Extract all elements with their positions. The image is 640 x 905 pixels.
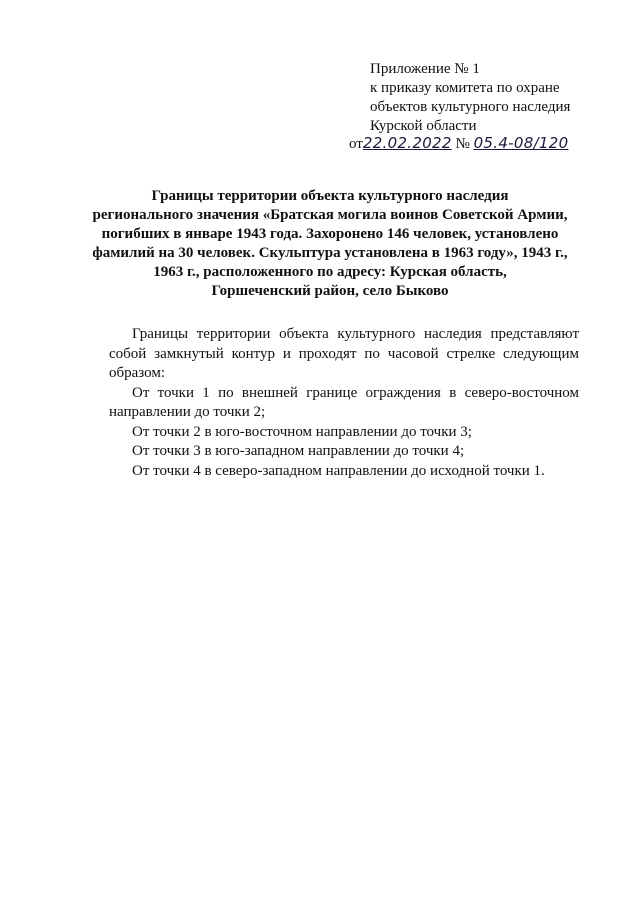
appendix-order-reference: к приказу комитета по охране bbox=[370, 80, 560, 96]
title-line-5: 1963 г., расположенного по адресу: Курская область, bbox=[153, 264, 507, 280]
appendix-number: Приложение № 1 bbox=[370, 61, 480, 77]
document-title bbox=[80, 187, 580, 301]
point-1-paragraph: От точки 1 по внешней границе ограждения в северо-восточном направлении до точки 2; bbox=[109, 384, 579, 420]
point-2-paragraph: От точки 2 в юго-восточном направлении до точки 3; bbox=[132, 423, 472, 440]
title-line-6: Горшеченский район, село Быково bbox=[211, 283, 449, 299]
order-date-line bbox=[349, 134, 629, 154]
title-line-1: Границы территории объекта культурного наследия bbox=[151, 188, 509, 204]
title-line-2: регионального значения «Братская могила воинов Советской Армии, bbox=[92, 207, 568, 223]
intro-paragraph: Границы территории объекта культурного наследия представляют собой замкнутый контур и проходят по часовой стрелке следующим образом: bbox=[109, 326, 579, 381]
appendix-header bbox=[370, 60, 630, 136]
title-line-3: погибших в январе 1943 года. Захоронено 146 человек, установлено bbox=[101, 226, 559, 242]
point-4-paragraph: От точки 4 в северо-западном направлении до исходной точки 1. bbox=[132, 462, 545, 479]
title-line-4: фамилий на 30 человек. Скульптура установлена в 1963 году», 1943 г., bbox=[92, 245, 568, 261]
order-number: 05.4-08/120 bbox=[473, 134, 569, 152]
point-3-paragraph: От точки 3 в юго-западном направлении до точки 4; bbox=[132, 443, 465, 459]
order-date: 22.02.2022 bbox=[362, 134, 452, 152]
date-prefix: от bbox=[349, 136, 363, 152]
number-prefix: № bbox=[455, 136, 470, 152]
document-body bbox=[109, 325, 579, 481]
appendix-committee-name: объектов культурного наследия bbox=[370, 99, 571, 115]
appendix-region: Курской области bbox=[370, 118, 477, 134]
